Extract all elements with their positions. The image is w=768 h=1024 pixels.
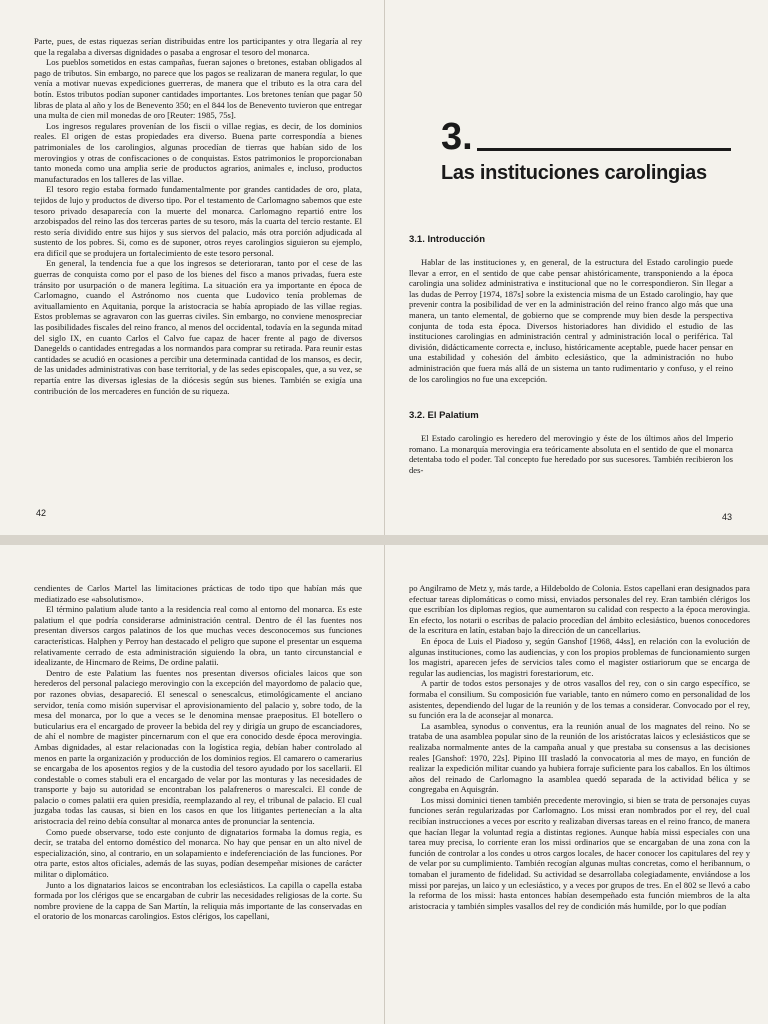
paragraph: Como puede observarse, todo este conjunto de dignatarios formaba la domus regia, es decir, se trataba del entorno doméstico del monarca. No hay que pensar en un alto nivel de especialización, sino, al contrario, en un solapamiento e indeferenciación de las funciones. Por otra parte, estos altos oficiales, además de las suyas, podían desempeñar misiones de carácter militar o diplomático. <box>34 826 362 880</box>
paragraph: Hablar de las instituciones y, en general, de la estructura del Estado carolingio puede llevar a error, en el sentido de que cabe pensar ahistóricamente, transponiendo a la época carolingia una solidez administrativa e institucional que no le correspondieron. Sin llegar a las dudas de Perroy [1974, 187s] sobre la existencia misma de un Estado carolingio, hay que prevenir contra la posibilidad de ver en la administración del reino franco algo más que una manera, un tanto elemental, de gobierno que se comprende muy bien desde la perspectiva conjunta de toda esta época. Diversos historiadores han dividido el estudio de las instituciones carolingias en administración central y administración local o periférica. Tal división, didácticamente correcta e, incluso, históricamente aceptable, puede hacer pensar en una estabilidad y cohesión del ámbito eclesiástico, que la administración no hubo administración que fuera más allá de un sistema un tanto rudimentario y confuso, y el reino de los carolingios no fue una excepción. <box>409 257 733 384</box>
section-heading: 3.1. Introducción <box>409 234 486 245</box>
paragraph: En época de Luis el Piadoso y, según Ganshof [1968, 44ss], en relación con la evolución de algunas instituciones, como las audiencias, y con los propios problemas de funcionamiento surgen los magistri, aparecen jefes de servicios tales como el magister ostiariorum que se encarga de regular las audiencias, los magistri forestariorum, etc. <box>409 635 750 678</box>
section-palatium <box>409 410 733 475</box>
chapter-heading <box>441 118 731 185</box>
section-introduccion <box>409 234 733 384</box>
paragraph: po Angilramo de Metz y, más tarde, a Hildeboldo de Colonia. Estos capellani eran designados para efectuar tareas diplomáticas o como missi, enviados personales del rey. Eran también clérigos los que escribían los diplomas regios, que aumentaron su calidad con respecto a la época merovingia. En efecto, los notarii o escribas de palacio procedían del ámbito eclesiástico, buenos conocedores de la escritura en latín, estaban bajo la dirección de un cancellarius. <box>409 583 750 636</box>
page-number: 43 <box>721 512 732 522</box>
paragraph: cendientes de Carlos Martel las limitaciones prácticas de todo tipo que habían más que mediatizado ese «absolutismo». <box>34 583 362 604</box>
paragraph: Los ingresos regulares provenían de los fiscii o villae regias, es decir, de los dominios reales. El origen de estas propiedades era diverso. Buena parte correspondía a bienes patrimoniales de los carolingios, algunas procedían de tierras que habían sido de los merovingios y otras de confiscaciones o de conquistas. Estos patrimonios le proporcionaban tanto moneda como una amplia serie de productos agrarios, animales e, incluso, productos manufacturados en los talleres de las villae. <box>34 120 362 184</box>
page-42 <box>0 0 384 535</box>
paragraph: Parte, pues, de estas riquezas serían distribuidas entre los participantes y otra llegaría al rey que la regalaba a diversas dignidades o pasaba a engrosar el tesoro del monarca. <box>34 36 362 57</box>
paragraph: Los missi dominici tienen también precedente merovingio, si bien se trata de personajes cuyas funciones serán regularizadas por Carlomagno. Los missi eran nombrados por el rey, del cual recibían instrucciones a veces por escrito y realizaban diversas tareas en el reino franco, de manera que hacían llegar la voluntad regia a distintas regiones. Aunque había missi especiales con una tarea muy precisa, lo corriente eran los missi ordinarios que se encargaban de una zona con la función de controlar a los condes u otros cargos locales, de hacer conocer los capitulares del rey y de velar por su cumplimiento. También recogían algunas multas concretas, como el heribannum, o tomaban el juramento de fidelidad. Su actividad se desarrollaba colegiadamente, enviándose a los missi por parejas, un laico y un eclesiástico, y a veces por grupos de tres. En el 802 se llevó a cabo la reforma de los missi: hasta entonces habían desempeñado esta función miembros de la alta aristocracia y también simples vasallos del rey de condición más humilde, por lo que podían <box>409 794 750 911</box>
paragraph: Junto a los dignatarios laicos se encontraban los eclesiásticos. La capilla o capella estaba formada por los clérigos que se encargaban de cubrir las necesidades religiosas de la corte. Su nombre proviene de la cappa de San Martín, la reliquia más importante de las conservadas en el oratorio de los monarcas carolingios. Estos clérigos, los capellani, <box>34 879 362 922</box>
page-45 <box>384 545 768 1024</box>
paragraph: A partir de todos estos personajes y de otros vasallos del rey, con o sin cargo específico, se formaba el consilium. Su composición fue variable, tanto en número como en personalidad de los asistentes, dependiendo del lugar de la reunión y de los temas a considerar. Convocado por el rey, su función era la de aconsejar al monarca. <box>409 678 750 721</box>
paragraph: Los pueblos sometidos en estas campañas, fueran sajones o bretones, estaban obligados al pago de tributos. Sin embargo, no parece que los pagos se realizaran de manera regular, lo que venía a motivar nuevas expediciones guerreras, de manera que el tributo es la otra cara del botín. Estos tributos podían suponer cantidades importantes. Los bretones tenían que pagar 50 libras de plata al año y los de Benevento 350; en el 844 los de Benevento tuvieron que entregar una multa de cien mil monedas de oro [Reuter: 1985, 75s]. <box>34 57 362 121</box>
paragraph: En general, la tendencia fue a que los ingresos se deterioraran, tanto por el cese de las guerras de conquista como por el paso de los bienes del fisco a manos privadas, fuera este tránsito por usurpación o de manera legítima. La situación era ya importante en época de Carlomagno, cuando el Astrónomo nos cuenta que Ludovico tenía problemas de avituallamiento en Aquitania, porque la aristocracia se había apropiado de las villae regias. Estos problemas se agravaron con las guerras civiles. Sin embargo, no conviene menospreciar las posibilidades fiscales del reino franco, al menos del occidental, todavía en la segunda mitad del siglo IX, en cuanto Carlos el Calvo fue capaz de hacer frente al pago de diversos Danegelds o cantidades entregadas a los normandos para comprar su retirada. Para reunir estas cantidades se acudió en ocasiones a percibir una determinada cantidad de los mansos, es decir, de las unidades administrativas con base territorial, y de las sedes episcopales, que, a su vez, se repartía entre las diversas iglesias de la diócesis según sus bienes. También se exigía una contribución de los mercaderes en función de su riqueza. <box>34 258 362 396</box>
chapter-rule <box>477 148 731 151</box>
paragraph: La asamblea, synodus o conventus, era la reunión anual de los magnates del reino. No se trataba de una asamblea popular sino de la reunión de los aristócratas laicos y eclesiásticos que se realizaba normalmente antes de la campaña anual y que prestaba su consensus a las decisiones reales [Ganshof: 1970, 22s]. Pipino III trasladó la convocatoria al mes de mayo, en función de realizar la expedición militar cuando ya hubiera forraje suficiente para los caballos. En los últimos años del reinado de Carlomagno la asamblea quedó separada de la actividad bélica y se congregaba en Aquisgrán. <box>409 720 750 795</box>
chapter-number <box>441 118 731 156</box>
section-heading: 3.2. El Palatium <box>409 410 479 421</box>
page-44 <box>0 545 384 1024</box>
page-43 <box>384 0 768 535</box>
chapter-title: Las instituciones carolingias <box>441 162 707 184</box>
paragraph: Dentro de este Palatium las fuentes nos presentan diversos oficiales laicos que son herederos del personal palaciego merovingio con la excepción del mayordomo de palacio que, por razones obvias, desapareció. El senescal o senescalcus, etimológicamente el anciano servidor, tenía como misión supervisar el aprovisionamiento del palacio y, sobre todo, de la mesa del monarca, por lo que a veces se le denomina mensae praepositus. El botellero o buticularius era el encargado de proveer la bebida del rey y dirigía un grupo de escanciadores, de ahí el nombre de magister pincernarum con el que era conocido desde época merovingia. Ambas dignidades, al estar relacionadas con la logística regia, debían haber controlado al menos en parte la organización y producción de los dominios regios. El camarero o camerarius se encargaba de los aposentos regios y de la custodia del tesoro ayudado por los sacellarii. El condestable o comes stabuli era el encargado de velar por las monturas y las necesidades de transporte y bajo su autoridad se encontraban los palafreneros o marescalci. El conde de palacio o comes palatii era quien presidía, reemplazando al rey, el tribunal de palacio. El cual juzgaba todas las causas, si bien en los casos en que los litigantes pertenecían a la alta aristocracia del reino debía consultar al monarca antes de pronunciar la sentencia. <box>34 667 362 827</box>
chapter-number-text: 3. <box>441 116 473 158</box>
page-gutter <box>0 535 768 545</box>
page-number: 42 <box>36 508 47 518</box>
paragraph: El tesoro regio estaba formado fundamentalmente por grandes cantidades de oro, plata, tejidos de lujo y productos de diverso tipo. Por el testamento de Carlomagno sabemos que este tesoro privado desaparecía con la muerte del monarca. Carlomagno repartió entre los arzobispados del reino las dos terceras partes de su tesoro, más la cuarta del tercio restante. El resto sería dividido entre sus hijos y sus siervos del palacio, más otra porción adjudicada al sustento de los pobres. Si, como es de suponer, otros reyes carolingios siguieron su ejemplo, era difícil que se produjera un fortalecimiento de este tesoro personal. <box>34 184 362 258</box>
paragraph: El Estado carolingio es heredero del merovingio y éste de los últimos años del Imperio romano. La monarquía merovingia era teóricamente absoluta en el sentido de que el monarca detentaba todo el poder. Tal concepto fue heredado por sus sucesores. También recibieron los des- <box>409 433 733 475</box>
paragraph: El término palatium alude tanto a la residencia real como al entorno del monarca. Es este palatium el que podría considerarse administración central. Dentro de él las fuentes nos presentan diversos cargos palatinos de los que muchas veces desconocemos sus funciones características. Halphen y Perroy han destacado el peligro que supone el presentar un esquema relativamente cerrado de esta administración siguiendo la obra, un tanto circunstancial e idealizante, de Hincmaro de Reims, De ordine palatii. <box>34 604 362 668</box>
